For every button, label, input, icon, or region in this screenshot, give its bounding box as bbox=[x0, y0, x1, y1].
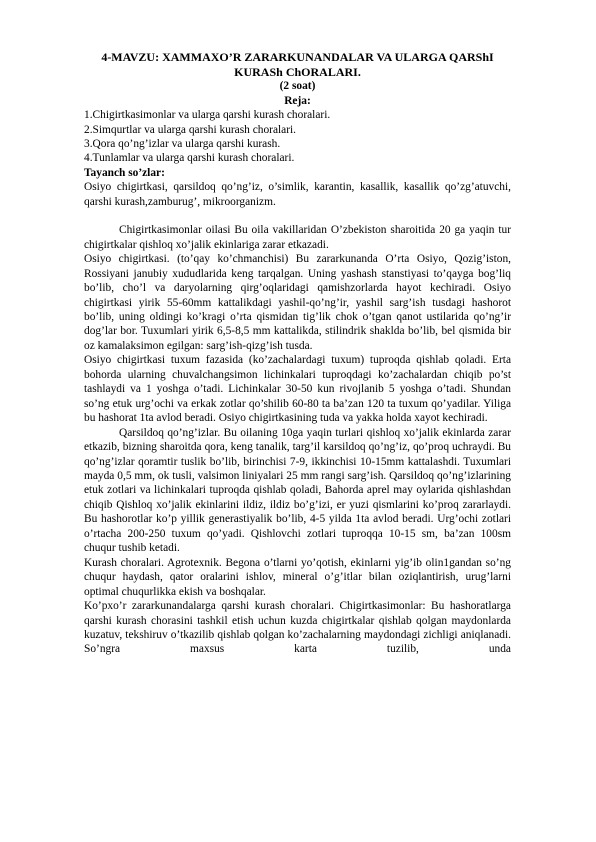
keywords-text: Osiyo chigirtkasi, qarsildoq qo’ng’iz, o’simlik, karantin, kasallik, kasallik qo’zg’atuvchi, qarshi kurash,zamburug’, mikroorganizm. bbox=[84, 181, 511, 208]
plan-item: 4.Tunlamlar va ularga qarshi kurash choralari. bbox=[84, 152, 295, 165]
paragraph: Kurash choralari. Agrotexnik. Begona o’tlarni yo’qotish, ekinlarni yig’ib olin1gandan so’ng chuqur haydash, qator oralarini ishlov, mineral o’g’itlar bilan oziqlantirish, urug’larni optimal chuqurlikka ekish va boshqalar. bbox=[84, 556, 511, 598]
paragraph: Chigirtkasimonlar oilasi Bu oila vakillaridan O’zbekiston sharoitida 20 ga yaqin tur chigirtkalar qishloq xo’jalik ekinlariga zarar etkazadi. bbox=[84, 224, 511, 251]
plan-item: 3.Qora qo’ng’izlar va ularga qarshi kurash. bbox=[84, 138, 281, 150]
spacer bbox=[84, 209, 511, 223]
document-hours: (2 soat) bbox=[279, 80, 316, 93]
plan-item: 1.Chigirtkasimonlar va ularga qarshi kurash choralari. bbox=[84, 109, 331, 122]
paragraph: Osiyo chigirtkasi. (to’qay ko’chmanchisi) Bu zararkunanda O’rta Osiyo, Qozig’iston, Rossiyani janubiy xududlarida keng tarqalgan. Uning yashash stanstiyasi to’qayga bog’liq bo’lib, cho’l va daryolarning qirg’oqlaridagi qamishzorlarda hayot kechiradi. Osiyo chigirtkasi yirik 55-60mm kattalikdagi yashil-qo’ng’ir, yashil sarg’ish tusdagi hashorot bo’lib, uning oldingi ko’kragi o’rta qismidan tig’lik chok o’tgan qanot ustilarida qo’ng’ir dog’lar bor. Tuxumlari yirik 6,5-8,5 mm kattalikda, stilindrik shaklda bo’lib, bel qismida bir oz kamalaksimon egilgan: sarg’ish-qizg’ish tusda. bbox=[84, 253, 511, 352]
paragraph: Qarsildoq qo’ng’izlar. Bu oilaning 10ga yaqin turlari qishloq xo’jalik ekinlarda zarar etkazib, bizning sharoitda qora, keng tanalik, targ’il karsildoq qo’ng’iz, qo’proq uchraydi. Bu qo’ng’izlar qoramtir tuslik bo’lib, birinchisi 7-9, ikkinchisi 10-15mm kattalashdi. Tuxumlari mayda 0,5 mm, ok tusli, valsimon liniyalari 25 mm rangi sarg’ish. Qarsildoq qo’ng’izlarining etuk zotlari va lichinkalari tuproqda qishlab qoladi, Bahorda aprel may oylarida qishlashdan chiqib Qishloq xo’jalik ekinlarini ildiz, ildiz bo’g’izi, er yuzi qismlarini ko’proq zararlaydi. Bu hashorotlar ko’p yillik generastiyalik bo’lib, 4-5 yilda 1ta avlod beradi. Urg’ochi zotlari o’rtacha 200-250 tuxum qo’yadi. Qishlovchi zotlari tuproqqa 10-15 sm, ba’zan 100sm chuqur tushib ketadi. bbox=[84, 426, 511, 555]
plan-heading: Reja: bbox=[284, 94, 311, 107]
paragraph: Osiyo chigirtkasi tuxum fazasida (ko’zachalardagi tuxum) tuproqda qishlab qoladi. Erta bohorda ularning chuvalchangsimon lichinkalari tuproqdagi ko’zachalardan chiqib po’st tashlaydi va 1 yoshga o’tadi. Lichinkalar 30-50 kun rivojlanib 5 yoshga o’tadi. Shundan so’ng etuk urg’ochi va erkak zotlar qo’shilib 60-80 ta ba’zan 120 ta tuxum qo’yadilar. Yiliga bu hashorat 1ta avlod beradi. Osiyo chigirtkasining tuda va yakka holda xayot kechiradi. bbox=[84, 354, 511, 425]
keywords-heading: Tayanch so’zlar: bbox=[84, 166, 165, 179]
document-title: 4-MAVZU: XAMMAXO’R ZARARKUNANDALAR VA ULARGA QARShI KURASh ChORALARI. bbox=[101, 50, 494, 79]
paragraph: Ko’pxo’r zararkunandalarga qarshi kurash choralari. Chigirtkasimonlar: Bu hashoratlarga qarshi kurash chorasini tashkil etish uchun kuzda chigirtkalar qishlab qolgan maydonlarda kuzatuv, tekshiruv o’tkazilib qishlab qolgan ko’zachalarning maydondagi zichligi aniqlanadi. So’ngra maxsus karta tuzilib, unda bbox=[84, 600, 511, 656]
document-page bbox=[84, 50, 511, 657]
plan-item: 2.Simqurtlar va ularga qarshi kurash choralari. bbox=[84, 123, 297, 136]
